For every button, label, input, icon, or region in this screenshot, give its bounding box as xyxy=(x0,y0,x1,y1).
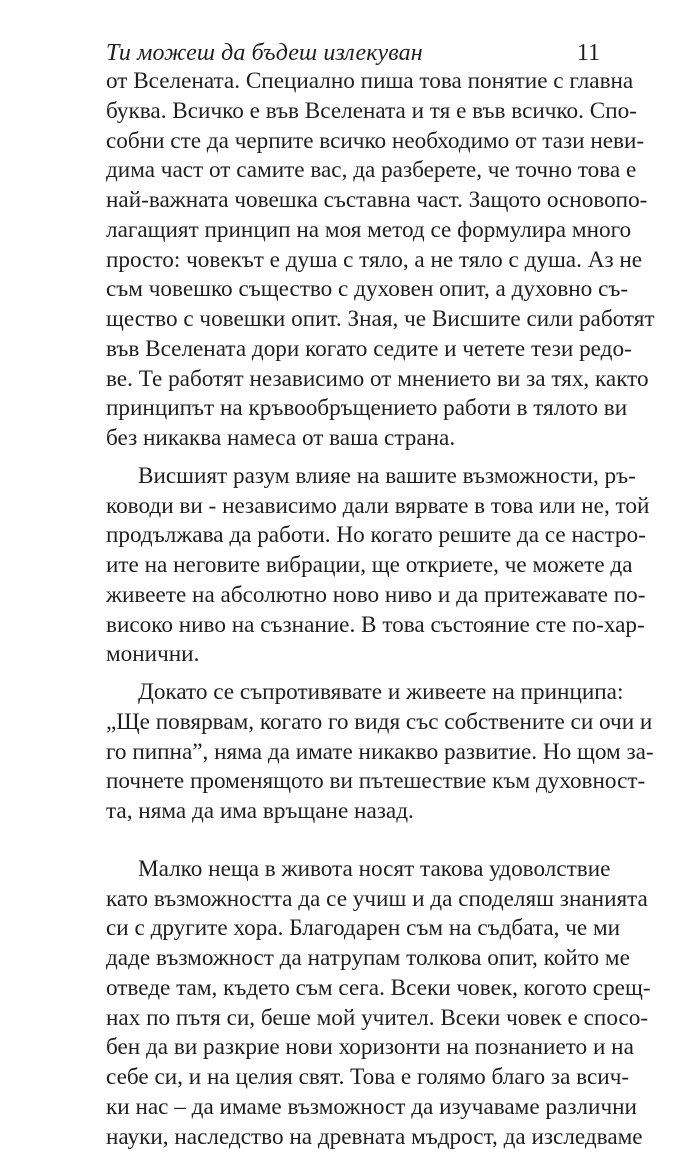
text-line: ководи ви - независимо дали вярвате в това или не, той xyxy=(106,492,600,522)
text-line: Висшият разум влияе на вашите възможности, ръ- xyxy=(106,462,600,492)
text-line: принципът на кръвообръщението работи в тялото ви xyxy=(106,394,600,424)
text-line: от Вселената. Специално пиша това понятие с главна xyxy=(106,67,600,97)
text-line: си с другите хора. Благодарен съм на съдбата, че ми xyxy=(106,914,600,944)
text-line: ки нас – да имаме възможност да изучаваме различни xyxy=(106,1093,600,1123)
text-line: най-важната човешка съставна част. Защото основопо- xyxy=(106,186,600,216)
text-line: лагащият принцип на моя метод се формулира много xyxy=(106,216,600,246)
text-line: щество с човешки опит. Зная, че Висшите сили работят xyxy=(106,305,600,335)
page-header xyxy=(106,38,600,68)
text-line: високо ниво на съзнание. В това състояние сте по-хар- xyxy=(106,611,600,641)
paragraph-2 xyxy=(106,462,600,670)
text-line: „Ще повярвам, когато го видя със собствените си очи и xyxy=(106,708,600,738)
text-line: отведе там, където съм сега. Всеки човек, когото срещ- xyxy=(106,974,600,1004)
text-line: без никаква намеса от ваша страна. xyxy=(106,424,600,454)
text-line: го пипна”, няма да имате никакво развитие. Но щом за- xyxy=(106,738,600,768)
text-line: Малко неща в живота носят такова удоволствие xyxy=(106,855,600,885)
text-line: Докато се съпротивявате и живеете на принципа: xyxy=(106,678,600,708)
text-line: ите на неговите вибрации, ще откриете, че можете да xyxy=(106,551,600,581)
text-line: та, няма да има връщане назад. xyxy=(106,797,600,827)
paragraph-1 xyxy=(106,67,600,454)
running-title: Ти можеш да бъдеш излекуван xyxy=(106,38,423,68)
text-line: себе си, и на целия свят. Това е голямо благо за всич- xyxy=(106,1063,600,1093)
page-number: 11 xyxy=(577,38,600,68)
text-line: даде възможност да натрупам толкова опит, който ме xyxy=(106,944,600,974)
text-line: просто: човекът е душа с тяло, а не тяло с душа. Аз не xyxy=(106,246,600,276)
text-line: бен да ви разкрие нови хоризонти на познанието и на xyxy=(106,1033,600,1063)
text-line: монични. xyxy=(106,640,600,670)
text-line: дима част от самите вас, да разберете, че точно това е xyxy=(106,156,600,186)
text-line: живеете на абсолютно ново ниво и да притежавате по- xyxy=(106,581,600,611)
text-line: почнете променящото ви пътешествие към духовност- xyxy=(106,767,600,797)
text-line: съм човешко същество с духовен опит, а духовно съ- xyxy=(106,275,600,305)
paragraph-4 xyxy=(106,855,600,1152)
text-line: науки, наследство на древната мъдрост, да изследваме xyxy=(106,1123,600,1152)
section-break xyxy=(106,827,600,855)
text-line: като възможността да се учиш и да споделяш знанията xyxy=(106,885,600,915)
text-line: продължава да работи. Но когато решите да се настро- xyxy=(106,521,600,551)
text-body xyxy=(106,67,600,1152)
text-line: собни сте да черпите всичко необходимо от тази неви- xyxy=(106,127,600,157)
text-line: във Вселената дори когато седите и четете тези редо- xyxy=(106,335,600,365)
text-line: нах по пътя си, беше мой учител. Всеки човек е спосо- xyxy=(106,1004,600,1034)
text-line: буква. Всичко е във Вселената и тя е във всичко. Спо- xyxy=(106,97,600,127)
text-line: ве. Те работят независимо от мнението ви за тях, както xyxy=(106,365,600,395)
paragraph-3 xyxy=(106,678,600,827)
